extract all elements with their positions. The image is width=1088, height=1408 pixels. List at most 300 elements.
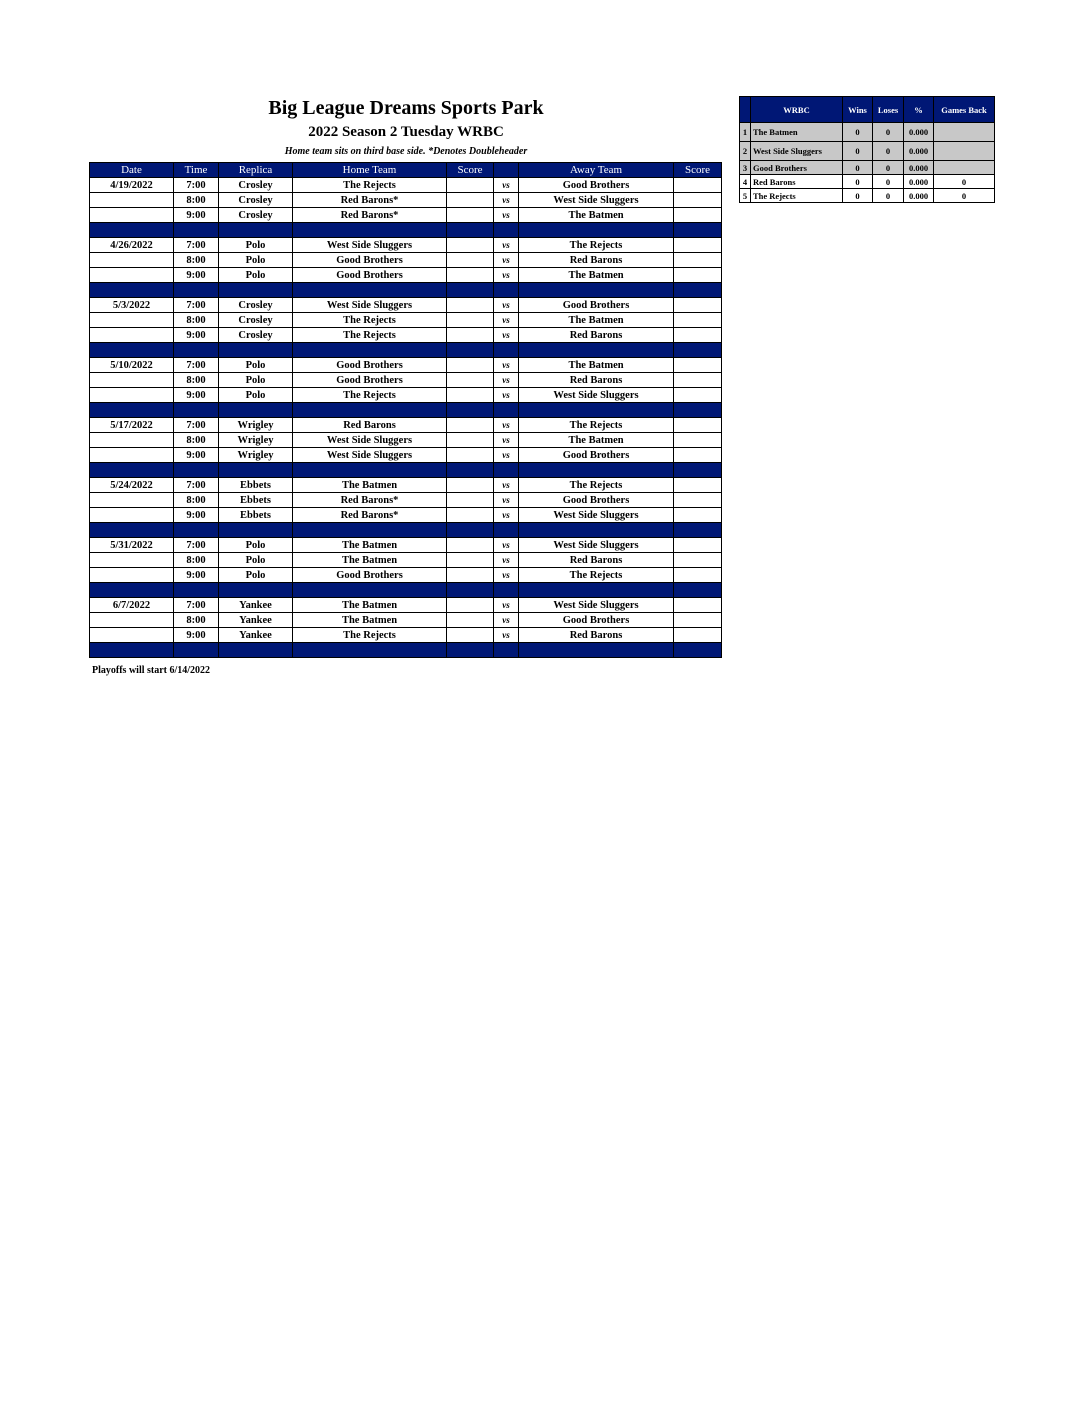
- away-team-cell: Red Barons: [519, 628, 674, 643]
- separator-cell: [674, 523, 722, 538]
- away-team-cell: Good Brothers: [519, 298, 674, 313]
- vs-cell: vs: [494, 313, 519, 328]
- away-team-cell: Good Brothers: [519, 448, 674, 463]
- replica-cell: Polo: [219, 373, 293, 388]
- replica-cell: Yankee: [219, 613, 293, 628]
- col-replica: Replica: [219, 163, 293, 178]
- home-team-cell: Good Brothers: [293, 568, 447, 583]
- separator-cell: [494, 223, 519, 238]
- replica-cell: Ebbets: [219, 508, 293, 523]
- home-score-cell: [447, 388, 494, 403]
- vs-cell: vs: [494, 328, 519, 343]
- separator-cell: [219, 403, 293, 418]
- separator-cell: [519, 463, 674, 478]
- separator-cell: [494, 523, 519, 538]
- home-score-cell: [447, 313, 494, 328]
- away-team-cell: The Rejects: [519, 568, 674, 583]
- rank-cell: 2: [740, 142, 751, 161]
- separator-cell: [90, 583, 174, 598]
- away-team-cell: West Side Sluggers: [519, 193, 674, 208]
- pct-cell: 0.000: [904, 161, 934, 175]
- away-score-cell: [674, 208, 722, 223]
- separator-cell: [219, 223, 293, 238]
- game-row: [90, 193, 722, 208]
- schedule-note: Home team sits on third base side. *Denotes Doubleheader: [284, 146, 528, 157]
- home-score-cell: [447, 253, 494, 268]
- pct-cell: 0.000: [904, 175, 934, 189]
- away-team-cell: The Batmen: [519, 358, 674, 373]
- home-team-cell: Good Brothers: [293, 253, 447, 268]
- time-cell: 8:00: [174, 373, 219, 388]
- home-team-cell: The Batmen: [293, 598, 447, 613]
- vs-cell: vs: [494, 628, 519, 643]
- wins-cell: 0: [843, 142, 873, 161]
- away-score-cell: [674, 253, 722, 268]
- date-cell: 5/3/2022: [90, 298, 174, 313]
- home-team-cell: The Rejects: [293, 178, 447, 193]
- time-cell: 8:00: [174, 433, 219, 448]
- date-cell: 5/10/2022: [90, 358, 174, 373]
- game-row: [90, 568, 722, 583]
- standings-row: [740, 175, 995, 189]
- home-score-cell: [447, 268, 494, 283]
- separator-cell: [293, 643, 447, 658]
- standings-col-rank: [740, 97, 751, 123]
- date-cell: 5/31/2022: [90, 538, 174, 553]
- separator-cell: [674, 283, 722, 298]
- separator-cell: [90, 283, 174, 298]
- standings-row: [740, 142, 995, 161]
- replica-cell: Polo: [219, 553, 293, 568]
- home-team-cell: The Batmen: [293, 538, 447, 553]
- time-cell: 7:00: [174, 538, 219, 553]
- separator-cell: [674, 343, 722, 358]
- away-score-cell: [674, 328, 722, 343]
- week-separator-row: [90, 343, 722, 358]
- wins-cell: 0: [843, 175, 873, 189]
- replica-cell: Crosley: [219, 328, 293, 343]
- game-row: [90, 553, 722, 568]
- loses-cell: 0: [873, 189, 904, 203]
- vs-cell: vs: [494, 418, 519, 433]
- vs-cell: vs: [494, 433, 519, 448]
- date-cell: [90, 208, 174, 223]
- separator-cell: [219, 343, 293, 358]
- away-score-cell: [674, 613, 722, 628]
- separator-cell: [90, 523, 174, 538]
- home-team-cell: The Rejects: [293, 388, 447, 403]
- home-score-cell: [447, 178, 494, 193]
- standings-col-games-back: Games Back: [934, 97, 995, 123]
- game-row: [90, 628, 722, 643]
- separator-cell: [447, 463, 494, 478]
- separator-cell: [494, 343, 519, 358]
- home-score-cell: [447, 553, 494, 568]
- separator-cell: [447, 343, 494, 358]
- game-row: [90, 508, 722, 523]
- separator-cell: [293, 223, 447, 238]
- pct-cell: 0.000: [904, 189, 934, 203]
- standings-col-wins: Wins: [843, 97, 873, 123]
- away-team-cell: The Batmen: [519, 208, 674, 223]
- separator-cell: [219, 583, 293, 598]
- date-cell: [90, 268, 174, 283]
- separator-cell: [674, 403, 722, 418]
- game-row: [90, 313, 722, 328]
- standings-row: [740, 161, 995, 175]
- separator-cell: [174, 523, 219, 538]
- home-team-cell: West Side Sluggers: [293, 448, 447, 463]
- game-row: [90, 433, 722, 448]
- col-away-score: Score: [674, 163, 722, 178]
- standings-header-row: [740, 97, 995, 123]
- away-score-cell: [674, 448, 722, 463]
- away-team-cell: The Batmen: [519, 433, 674, 448]
- home-team-cell: Red Barons: [293, 418, 447, 433]
- vs-cell: vs: [494, 373, 519, 388]
- time-cell: 8:00: [174, 553, 219, 568]
- home-score-cell: [447, 538, 494, 553]
- game-row: [90, 598, 722, 613]
- date-cell: [90, 313, 174, 328]
- replica-cell: Yankee: [219, 598, 293, 613]
- replica-cell: Polo: [219, 538, 293, 553]
- time-cell: 9:00: [174, 508, 219, 523]
- home-score-cell: [447, 628, 494, 643]
- time-cell: 9:00: [174, 388, 219, 403]
- col-home-score: Score: [447, 163, 494, 178]
- away-score-cell: [674, 358, 722, 373]
- home-team-cell: Red Barons*: [293, 193, 447, 208]
- home-team-cell: The Batmen: [293, 553, 447, 568]
- away-team-cell: The Batmen: [519, 313, 674, 328]
- separator-cell: [219, 643, 293, 658]
- separator-cell: [447, 403, 494, 418]
- separator-cell: [90, 403, 174, 418]
- home-score-cell: [447, 598, 494, 613]
- vs-cell: vs: [494, 568, 519, 583]
- replica-cell: Crosley: [219, 208, 293, 223]
- replica-cell: Polo: [219, 238, 293, 253]
- week-separator-row: [90, 403, 722, 418]
- home-team-cell: Good Brothers: [293, 268, 447, 283]
- separator-cell: [174, 223, 219, 238]
- away-team-cell: The Batmen: [519, 268, 674, 283]
- home-team-cell: Good Brothers: [293, 358, 447, 373]
- schedule-body: [90, 178, 722, 658]
- date-cell: [90, 193, 174, 208]
- home-score-cell: [447, 613, 494, 628]
- separator-cell: [293, 283, 447, 298]
- separator-cell: [674, 583, 722, 598]
- separator-cell: [90, 643, 174, 658]
- replica-cell: Ebbets: [219, 493, 293, 508]
- time-cell: 7:00: [174, 238, 219, 253]
- vs-cell: vs: [494, 298, 519, 313]
- separator-cell: [519, 403, 674, 418]
- home-team-cell: The Batmen: [293, 478, 447, 493]
- wins-cell: 0: [843, 161, 873, 175]
- home-score-cell: [447, 478, 494, 493]
- away-team-cell: West Side Sluggers: [519, 538, 674, 553]
- away-score-cell: [674, 193, 722, 208]
- separator-cell: [674, 463, 722, 478]
- vs-cell: vs: [494, 538, 519, 553]
- team-cell: The Batmen: [751, 123, 843, 142]
- home-team-cell: The Batmen: [293, 613, 447, 628]
- replica-cell: Crosley: [219, 298, 293, 313]
- away-score-cell: [674, 388, 722, 403]
- separator-cell: [90, 223, 174, 238]
- time-cell: 8:00: [174, 253, 219, 268]
- vs-cell: vs: [494, 388, 519, 403]
- separator-cell: [447, 583, 494, 598]
- game-row: [90, 253, 722, 268]
- replica-cell: Wrigley: [219, 448, 293, 463]
- away-score-cell: [674, 298, 722, 313]
- separator-cell: [174, 283, 219, 298]
- page-title: Big League Dreams Sports Park: [268, 97, 544, 119]
- time-cell: 8:00: [174, 313, 219, 328]
- date-cell: [90, 328, 174, 343]
- games-back-cell: [934, 142, 995, 161]
- away-team-cell: Red Barons: [519, 253, 674, 268]
- away-team-cell: Good Brothers: [519, 493, 674, 508]
- date-cell: [90, 388, 174, 403]
- separator-cell: [447, 523, 494, 538]
- standings-row: [740, 189, 995, 203]
- away-team-cell: Good Brothers: [519, 613, 674, 628]
- separator-cell: [219, 523, 293, 538]
- week-separator-row: [90, 583, 722, 598]
- home-score-cell: [447, 418, 494, 433]
- away-score-cell: [674, 238, 722, 253]
- home-score-cell: [447, 193, 494, 208]
- date-cell: [90, 613, 174, 628]
- separator-cell: [293, 523, 447, 538]
- separator-cell: [90, 343, 174, 358]
- schedule-table: [89, 162, 722, 658]
- replica-cell: Polo: [219, 568, 293, 583]
- away-team-cell: Red Barons: [519, 373, 674, 388]
- date-cell: 4/26/2022: [90, 238, 174, 253]
- games-back-cell: 0: [934, 189, 995, 203]
- separator-cell: [293, 583, 447, 598]
- separator-cell: [174, 403, 219, 418]
- date-cell: [90, 448, 174, 463]
- away-score-cell: [674, 553, 722, 568]
- wins-cell: 0: [843, 123, 873, 142]
- game-row: [90, 178, 722, 193]
- home-team-cell: Good Brothers: [293, 373, 447, 388]
- team-cell: Red Barons: [751, 175, 843, 189]
- col-time: Time: [174, 163, 219, 178]
- week-separator-row: [90, 523, 722, 538]
- schedule-header-row: [90, 163, 722, 178]
- away-score-cell: [674, 508, 722, 523]
- separator-cell: [519, 643, 674, 658]
- home-score-cell: [447, 358, 494, 373]
- away-team-cell: Good Brothers: [519, 178, 674, 193]
- replica-cell: Wrigley: [219, 418, 293, 433]
- standings-col-loses: Loses: [873, 97, 904, 123]
- time-cell: 9:00: [174, 268, 219, 283]
- col-away-team: Away Team: [519, 163, 674, 178]
- time-cell: 7:00: [174, 298, 219, 313]
- away-team-cell: The Rejects: [519, 238, 674, 253]
- away-score-cell: [674, 628, 722, 643]
- time-cell: 7:00: [174, 178, 219, 193]
- pct-cell: 0.000: [904, 123, 934, 142]
- standings-table: [739, 96, 995, 203]
- away-team-cell: The Rejects: [519, 478, 674, 493]
- date-cell: [90, 433, 174, 448]
- replica-cell: Polo: [219, 388, 293, 403]
- separator-cell: [494, 403, 519, 418]
- game-row: [90, 493, 722, 508]
- away-score-cell: [674, 268, 722, 283]
- loses-cell: 0: [873, 123, 904, 142]
- vs-cell: vs: [494, 193, 519, 208]
- separator-cell: [293, 403, 447, 418]
- vs-cell: vs: [494, 493, 519, 508]
- time-cell: 9:00: [174, 208, 219, 223]
- vs-cell: vs: [494, 598, 519, 613]
- date-cell: [90, 373, 174, 388]
- date-cell: 4/19/2022: [90, 178, 174, 193]
- replica-cell: Crosley: [219, 313, 293, 328]
- page-subtitle: 2022 Season 2 Tuesday WRBC: [308, 124, 504, 140]
- vs-cell: vs: [494, 238, 519, 253]
- standings-col-league: WRBC: [751, 97, 843, 123]
- time-cell: 9:00: [174, 568, 219, 583]
- game-row: [90, 538, 722, 553]
- away-score-cell: [674, 598, 722, 613]
- separator-cell: [494, 283, 519, 298]
- home-score-cell: [447, 373, 494, 388]
- separator-cell: [174, 343, 219, 358]
- home-score-cell: [447, 493, 494, 508]
- away-score-cell: [674, 568, 722, 583]
- rank-cell: 1: [740, 123, 751, 142]
- loses-cell: 0: [873, 161, 904, 175]
- home-score-cell: [447, 298, 494, 313]
- replica-cell: Wrigley: [219, 433, 293, 448]
- away-team-cell: Red Barons: [519, 328, 674, 343]
- standings-row: [740, 123, 995, 142]
- vs-cell: vs: [494, 178, 519, 193]
- game-row: [90, 388, 722, 403]
- date-cell: 5/17/2022: [90, 418, 174, 433]
- home-team-cell: Red Barons*: [293, 508, 447, 523]
- replica-cell: Polo: [219, 253, 293, 268]
- separator-cell: [293, 343, 447, 358]
- separator-cell: [519, 223, 674, 238]
- time-cell: 7:00: [174, 418, 219, 433]
- home-score-cell: [447, 433, 494, 448]
- home-team-cell: The Rejects: [293, 328, 447, 343]
- replica-cell: Ebbets: [219, 478, 293, 493]
- vs-cell: vs: [494, 253, 519, 268]
- team-cell: Good Brothers: [751, 161, 843, 175]
- team-cell: West Side Sluggers: [751, 142, 843, 161]
- time-cell: 7:00: [174, 478, 219, 493]
- wins-cell: 0: [843, 189, 873, 203]
- vs-cell: vs: [494, 268, 519, 283]
- pct-cell: 0.000: [904, 142, 934, 161]
- separator-cell: [494, 583, 519, 598]
- vs-cell: vs: [494, 448, 519, 463]
- vs-cell: vs: [494, 478, 519, 493]
- time-cell: 7:00: [174, 358, 219, 373]
- replica-cell: Yankee: [219, 628, 293, 643]
- game-row: [90, 373, 722, 388]
- home-team-cell: The Rejects: [293, 628, 447, 643]
- home-team-cell: West Side Sluggers: [293, 298, 447, 313]
- col-date: Date: [90, 163, 174, 178]
- separator-cell: [447, 223, 494, 238]
- date-cell: [90, 508, 174, 523]
- game-row: [90, 268, 722, 283]
- col-vs: [494, 163, 519, 178]
- home-team-cell: Red Barons*: [293, 208, 447, 223]
- game-row: [90, 613, 722, 628]
- time-cell: 9:00: [174, 448, 219, 463]
- time-cell: 7:00: [174, 598, 219, 613]
- rank-cell: 3: [740, 161, 751, 175]
- vs-cell: vs: [494, 553, 519, 568]
- date-cell: 6/7/2022: [90, 598, 174, 613]
- separator-cell: [90, 463, 174, 478]
- standings-col-pct: %: [904, 97, 934, 123]
- home-score-cell: [447, 568, 494, 583]
- game-row: [90, 478, 722, 493]
- separator-cell: [674, 223, 722, 238]
- week-separator-row: [90, 283, 722, 298]
- separator-cell: [494, 463, 519, 478]
- replica-cell: Polo: [219, 268, 293, 283]
- separator-cell: [174, 643, 219, 658]
- game-row: [90, 448, 722, 463]
- games-back-cell: [934, 123, 995, 142]
- time-cell: 8:00: [174, 193, 219, 208]
- week-separator-row: [90, 223, 722, 238]
- game-row: [90, 358, 722, 373]
- separator-cell: [447, 283, 494, 298]
- replica-cell: Polo: [219, 358, 293, 373]
- home-team-cell: West Side Sluggers: [293, 238, 447, 253]
- game-row: [90, 328, 722, 343]
- time-cell: 9:00: [174, 328, 219, 343]
- away-team-cell: West Side Sluggers: [519, 388, 674, 403]
- col-home-team: Home Team: [293, 163, 447, 178]
- date-cell: [90, 493, 174, 508]
- home-score-cell: [447, 448, 494, 463]
- date-cell: 5/24/2022: [90, 478, 174, 493]
- away-team-cell: The Rejects: [519, 418, 674, 433]
- separator-cell: [519, 583, 674, 598]
- away-score-cell: [674, 373, 722, 388]
- loses-cell: 0: [873, 142, 904, 161]
- away-score-cell: [674, 433, 722, 448]
- home-score-cell: [447, 328, 494, 343]
- date-cell: [90, 553, 174, 568]
- away-team-cell: Red Barons: [519, 553, 674, 568]
- home-score-cell: [447, 238, 494, 253]
- away-team-cell: West Side Sluggers: [519, 508, 674, 523]
- date-cell: [90, 628, 174, 643]
- playoffs-note: Playoffs will start 6/14/2022: [92, 665, 211, 676]
